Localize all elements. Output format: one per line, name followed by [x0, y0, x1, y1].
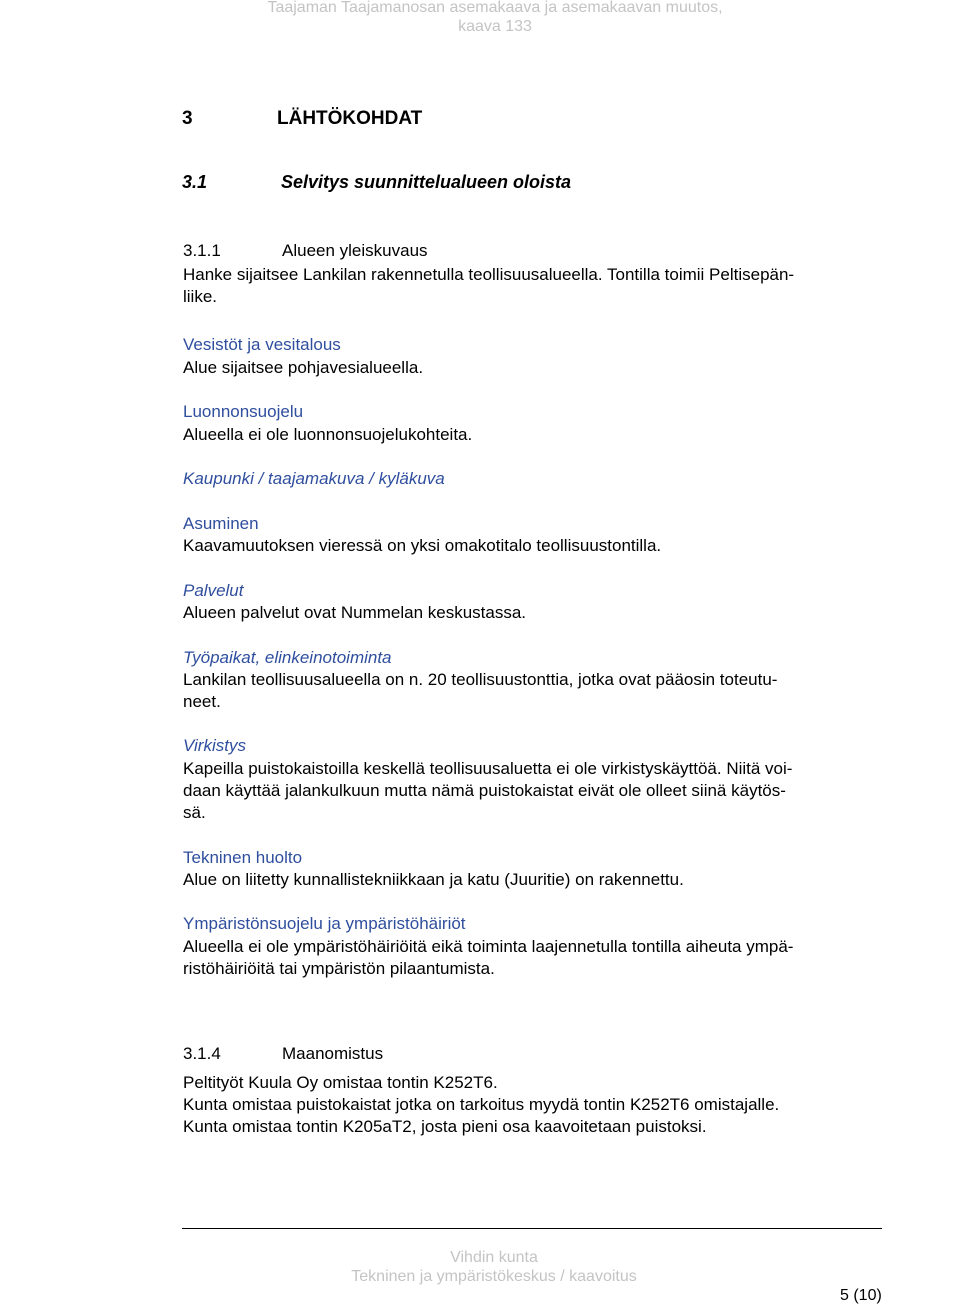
paragraph-line: Kunta omistaa tontin K205aT2, josta pieni osa kaavoitetaan puistoksi. [183, 1117, 707, 1136]
header-title-line2: kaava 133 [458, 18, 532, 35]
paragraph-line: neet. [183, 692, 221, 711]
paragraph-line: Alueella ei ole ympäristöhäiriöitä eikä toiminta laajennetulla tontilla aiheuta ympä- [183, 937, 794, 956]
paragraph-line: Alue sijaitsee pohjavesialueella. [183, 358, 424, 377]
topic-heading: Asuminen [183, 514, 259, 533]
paragraph-line: daan käyttää jalankulkuun mutta nämä puistokaistat eivät ole olleet siinä käytös- [183, 781, 786, 800]
paragraph-line: Kunta omistaa puistokaistat jotka on tarkoitus myydä tontin K252T6 omistajalle. [183, 1095, 780, 1114]
footer-organization: Vihdin kunta [450, 1249, 538, 1266]
topic-heading: Ympäristönsuojelu ja ympäristöhäiriöt [183, 914, 466, 933]
topic-heading: Palvelut [183, 581, 244, 600]
paragraph-line: liike. [183, 287, 218, 306]
footer-divider [182, 1228, 882, 1229]
paragraph-line: Kaavamuutoksen vieressä on yksi omakotitalo teollisuustontilla. [183, 536, 662, 555]
paragraph-line: Lankilan teollisuusalueella on n. 20 teollisuustonttia, jotka ovat pääosin toteutu- [183, 670, 778, 689]
page-number: 5 (10) [840, 1287, 882, 1304]
subsection-title: Maanomistus [282, 1044, 384, 1063]
paragraph-line: Hanke sijaitsee Lankilan rakennetulla teollisuusalueella. Tontilla toimii Peltisepän- [183, 265, 795, 284]
topic-heading: Vesistöt ja vesitalous [183, 335, 341, 354]
footer-department: Tekninen ja ympäristökeskus / kaavoitus [351, 1268, 637, 1285]
topic-heading: Virkistys [183, 736, 246, 755]
chapter-title: LÄHTÖKOHDAT [277, 108, 423, 129]
paragraph-line: sä. [183, 803, 206, 822]
topic-heading: Tekninen huolto [183, 848, 303, 867]
subsection-number: 3.1.1 [183, 241, 221, 260]
chapter-number: 3 [182, 108, 193, 129]
subsection-title: Alueen yleiskuvaus [282, 241, 428, 260]
paragraph-line: Kapeilla puistokaistoilla keskellä teollisuusaluetta ei ole virkistyskäyttöä. Niitä voi- [183, 759, 793, 778]
paragraph-line: Peltityöt Kuula Oy omistaa tontin K252T6. [183, 1073, 498, 1092]
topic-heading: Luonnonsuojelu [183, 402, 304, 421]
paragraph-line: ristöhäiriöitä tai ympäristön pilaantumista. [183, 959, 495, 978]
paragraph-line: Alueen palvelut ovat Nummelan keskustassa. [183, 603, 527, 622]
topic-heading: Kaupunki / taajamakuva / kyläkuva [183, 469, 445, 488]
header-title-line1: Taajaman Taajamanosan asemakaava ja asemakaavan muutos, [267, 0, 723, 16]
section-title: Selvitys suunnittelualueen oloista [281, 172, 572, 192]
paragraph-line: Alueella ei ole luonnonsuojelukohteita. [183, 425, 473, 444]
section-number: 3.1 [182, 172, 208, 192]
topic-heading: Työpaikat, elinkeinotoiminta [183, 648, 392, 667]
subsection-number: 3.1.4 [183, 1044, 221, 1063]
paragraph-line: Alue on liitetty kunnallistekniikkaan ja katu (Juuritie) on rakennettu. [183, 870, 684, 889]
